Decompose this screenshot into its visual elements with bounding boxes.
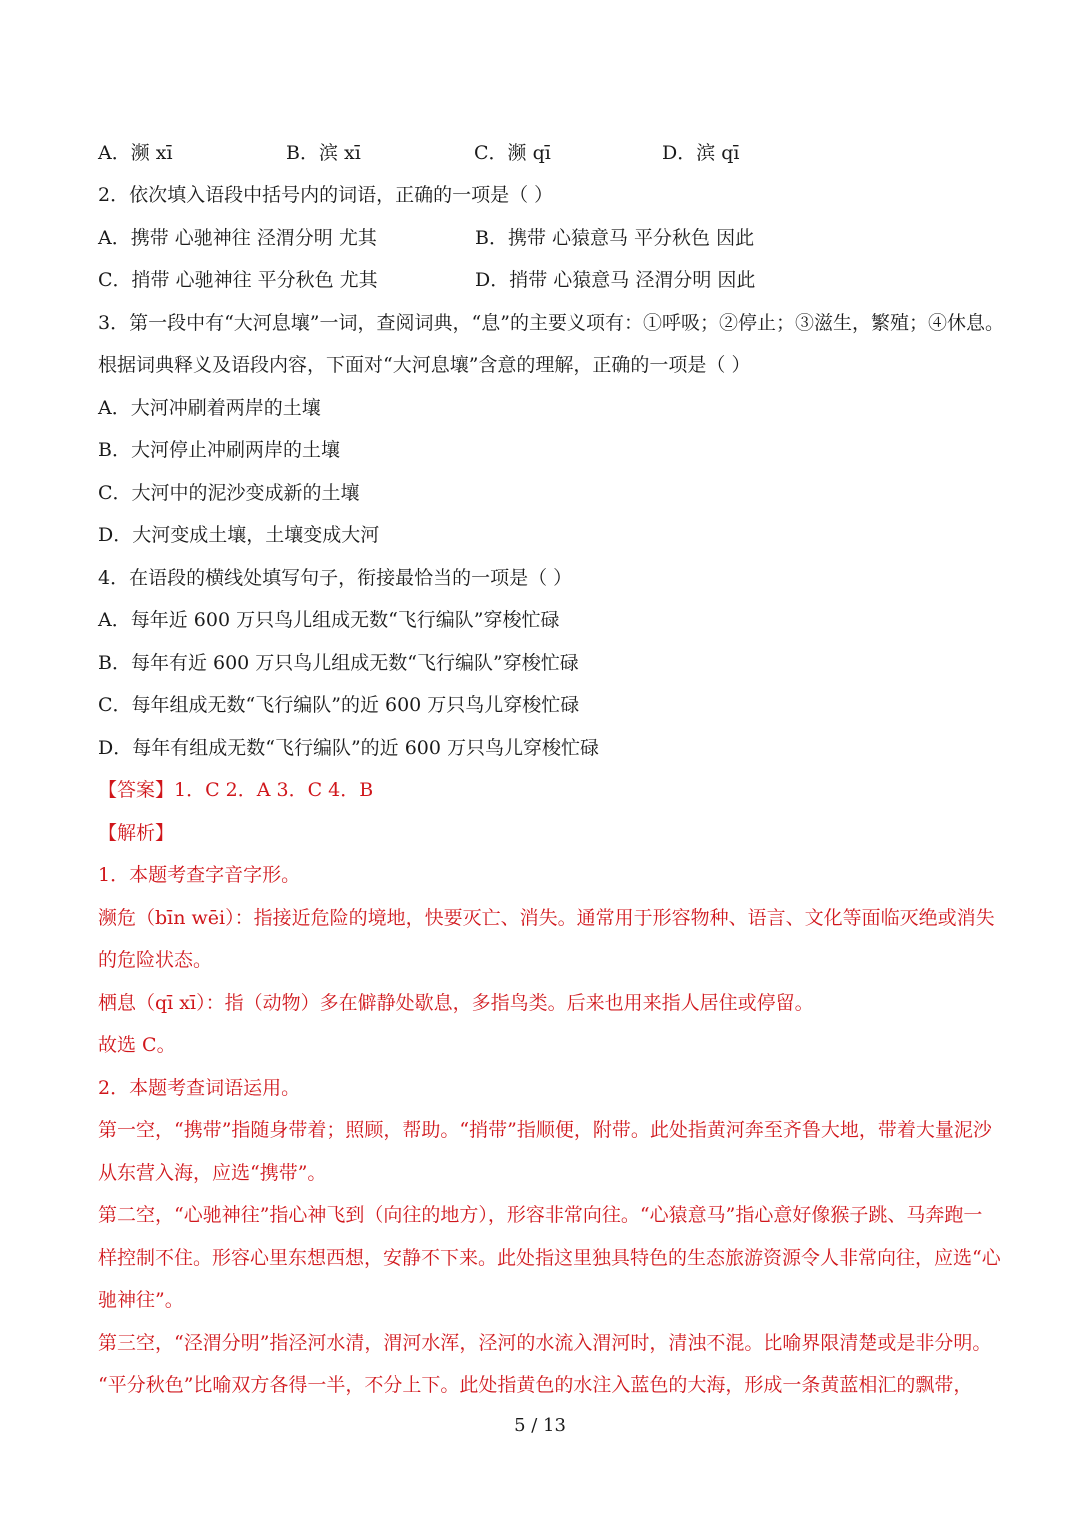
analysis-line: 从东营入海，应选“携带”。 — [98, 1162, 327, 1184]
analysis-line: “平分秋色”比喻双方各得一半，不分上下。此处指黄色的水注入蓝色的大海，形成一条黄蓝相汇的飘带， — [98, 1374, 973, 1396]
analysis-line: 第二空，“心驰神往”指心神飞到（向往的地方），形容非常向往。“心猿意马”指心意好像猴子跳、马奔跑一 — [98, 1204, 983, 1226]
answer-line: 【答案】1．C 2．A 3．C 4．B — [98, 779, 374, 801]
q4-option-a: A．每年近 600 万只鸟儿组成无数“飞行编队”穿梭忙碌 — [98, 609, 560, 631]
analysis-line: 栖息（qī xī）：指（动物）多在僻静处歇息，多指鸟类。后来也用来指人居住或停留。 — [98, 992, 814, 1014]
q4-option-d: D．每年有组成无数“飞行编队”的近 600 万只鸟儿穿梭忙碌 — [98, 737, 600, 759]
q3-option-d: D．大河变成土壤，土壤变成大河 — [98, 524, 380, 546]
q2-option-c: C．捎带 心驰神往 平分秋色 尤其 — [98, 269, 378, 291]
q3-stem-line1: 3．第一段中有“大河息壤”一词，查阅词典，“息”的主要义项有：①呼吸；②停止；③滋生，繁殖；④休息。 — [98, 312, 1004, 334]
analysis-line: 样控制不住。形容心里东想西想，安静不下来。此处指这里独具特色的生态旅游资源令人非常向往，应选“心 — [98, 1247, 1001, 1269]
q1-option-a: A．濒 xī — [98, 142, 173, 164]
analysis-line: 第三空，“泾渭分明”指泾河水清，渭河水浑，泾河的水流入渭河时，清浊不混。比喻界限清楚或是非分明。 — [98, 1332, 992, 1354]
q3-option-b: B．大河停止冲刷两岸的土壤 — [98, 439, 340, 461]
analysis-line: 驰神往”。 — [98, 1289, 184, 1311]
analysis-line: 第一空，“携带”指随身带着；照顾，帮助。“捎带”指顺便，附带。此处指黄河奔至齐鲁大地，带着大量泥沙 — [98, 1119, 992, 1141]
q2-option-d: D．捎带 心猿意马 泾渭分明 因此 — [475, 269, 756, 291]
q1-options — [98, 140, 740, 166]
q2-options-row1 — [98, 225, 754, 251]
q2-stem: 2．依次填入语段中括号内的词语，正确的一项是（ ） — [98, 184, 554, 206]
q3-stem-line2: 根据词典释义及语段内容，下面对“大河息壤”含意的理解，正确的一项是（ ） — [98, 354, 751, 376]
q4-option-c: C．每年组成无数“飞行编队”的近 600 万只鸟儿穿梭忙碌 — [98, 694, 580, 716]
page-number: 5 / 13 — [514, 1415, 566, 1436]
analysis-line: 故选 C。 — [98, 1034, 176, 1056]
q1-option-d: D．滨 qī — [662, 142, 740, 164]
q1-option-b: B．滨 xī — [286, 142, 361, 164]
analysis-line: 濒危（bīn wēi）：指接近危险的境地，快要灭亡、消失。通常用于形容物种、语言、文化等面临灭绝或消失 — [98, 907, 995, 929]
analysis-line: 的危险状态。 — [98, 949, 213, 971]
q2-option-b: B．携带 心猿意马 平分秋色 因此 — [475, 227, 755, 249]
q4-stem: 4．在语段的横线处填写句子，衔接最恰当的一项是（ ） — [98, 567, 573, 589]
analysis-line: 1．本题考查字音字形。 — [98, 864, 301, 886]
analysis-line: 2．本题考查词语运用。 — [98, 1077, 301, 1099]
analysis-title: 【解析】 — [98, 822, 175, 844]
q3-option-a: A．大河冲刷着两岸的土壤 — [98, 397, 321, 419]
q3-option-c: C．大河中的泥沙变成新的土壤 — [98, 482, 360, 504]
q4-option-b: B．每年有近 600 万只鸟儿组成无数“飞行编队”穿梭忙碌 — [98, 652, 579, 674]
q2-option-a: A．携带 心驰神往 泾渭分明 尤其 — [98, 227, 377, 249]
q2-options-row2 — [98, 267, 755, 293]
q1-option-c: C．濒 qī — [474, 142, 551, 164]
